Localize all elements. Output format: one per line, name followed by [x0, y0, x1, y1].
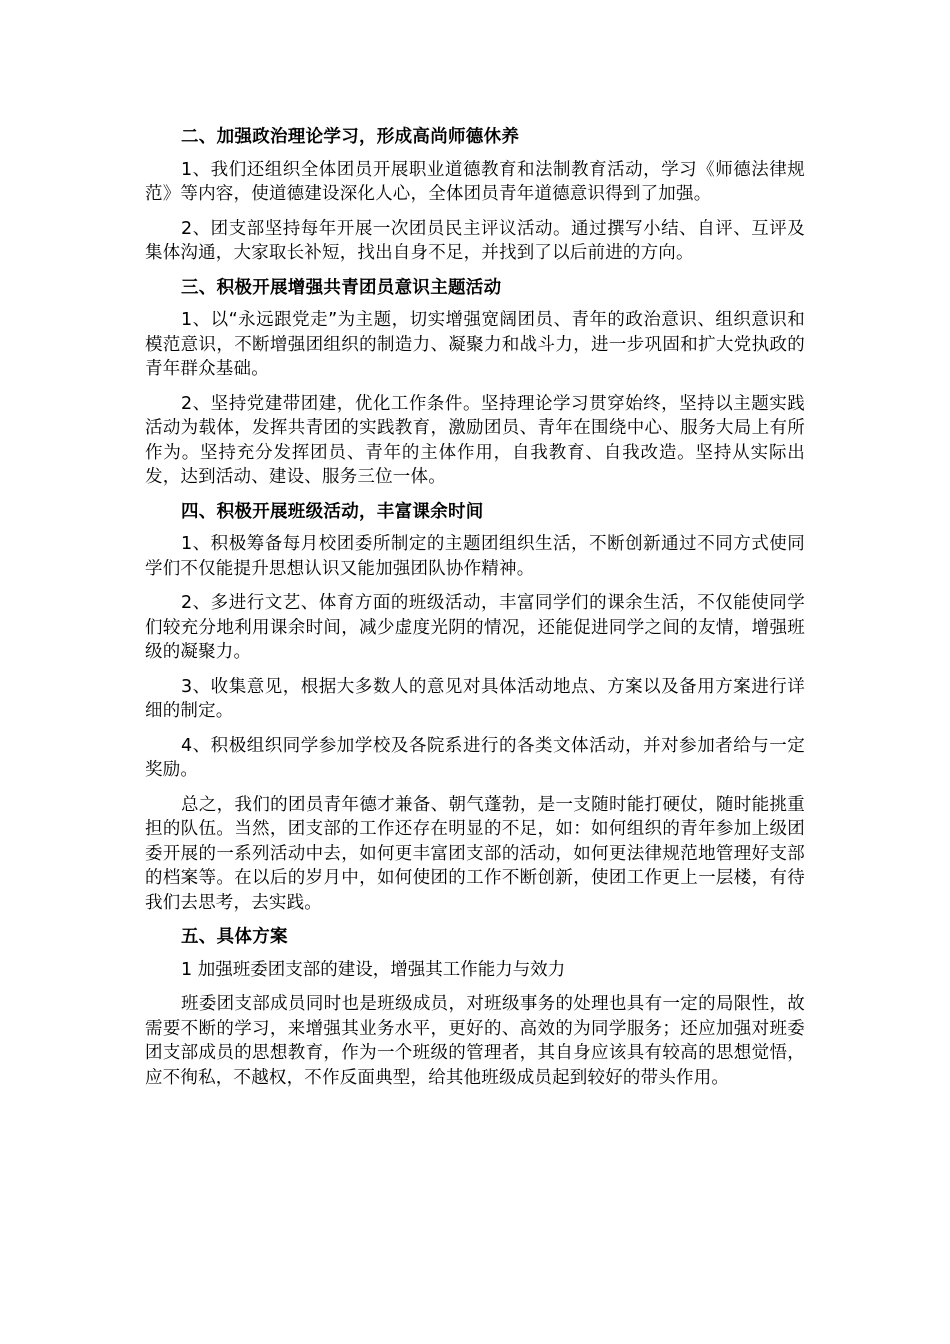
paragraph-4-2: 2、多进行文艺、体育方面的班级活动，丰富同学们的课余生活，不仅能使同学们较充分地利用课余时间，减少虚度光阴的情况，还能促进同学之间的友情，增强班级的凝聚力。 — [145, 593, 805, 662]
section-heading-4: 四、积极开展班级活动，丰富课余时间 — [181, 501, 484, 522]
paragraph-4-4: 4、积极组织同学参加学校及各院系进行的各类文体活动，并对参加者给与一定奖励。 — [145, 735, 805, 780]
paragraph-5-1: 班委团支部成员同时也是班级成员，对班级事务的处理也具有一定的局限性，故需要不断的学习，来增强其业务水平，更好的、高效的为同学服务；还应加强对班委团支部成员的思想教育，作为一个班级的管理者，其自身应该具有较高的思想觉悟，应不徇私，不越权，不作反面典型，给其他班级成员起到较好的带头作用。 — [145, 994, 805, 1088]
document-page — [145, 125, 805, 1100]
summary-paragraph: 总之，我们的团员青年德才兼备、朝气蓬勃，是一支随时能打硬仗，随时能挑重担的队伍。当然，团支部的工作还存在明显的不足，如：如何组织的青年参加上级团委开展的一系列活动中去，如何更丰富团支部的活动，如何更法律规范地管理好支部的档案等。在以后的岁月中，如何使团的工作不断创新，使团工作更上一层楼，有待我们去思考，去实践。 — [145, 794, 805, 913]
paragraph-3-2: 2、坚持党建带团建，优化工作条件。坚持理论学习贯穿始终，坚持以主题实践活动为载体，发挥共青团的实践教育，激励团员、青年在围绕中心、服务大局上有所作为。坚持充分发挥团员、青年的主体作用，自我教育、自我改造。坚持从实际出发，达到活动、建设、服务三位一体。 — [145, 393, 805, 487]
paragraph-3-1: 1、以“永远跟党走”为主题，切实增强宽阔团员、青年的政治意识、组织意识和模范意识，不断增强团组织的制造力、凝聚力和战斗力，进一步巩固和扩大党执政的青年群众基础。 — [145, 310, 805, 379]
paragraph-2-2: 2、团支部坚持每年开展一次团员民主评议活动。通过撰写小结、自评、互评及集体沟通，大家取长补短，找出自身不足，并找到了以后前进的方向。 — [145, 218, 805, 263]
section-heading-5: 五、具体方案 — [181, 927, 288, 947]
paragraph-2-1: 1、我们还组织全体团员开展职业道德教育和法制教育活动，学习《师德法律规范》等内容，使道德建设深化人心，全体团员青年道德意识得到了加强。 — [145, 159, 805, 204]
subheading-5-1: 1 加强班委团支部的建设，增强其工作能力与效力 — [181, 959, 566, 980]
section-heading-2: 二、加强政治理论学习，形成高尚师德休养 — [181, 127, 520, 147]
section-heading-3: 三、积极开展增强共青团员意识主题活动 — [181, 277, 502, 298]
paragraph-4-3: 3、收集意见，根据大多数人的意见对具体活动地点、方案以及备用方案进行详细的制定。 — [145, 676, 805, 721]
paragraph-4-1: 1、积极筹备每月校团委所制定的主题团组织生活，不断创新通过不同方式使同学们不仅能提升思想认识又能加强团队协作精神。 — [145, 534, 805, 579]
